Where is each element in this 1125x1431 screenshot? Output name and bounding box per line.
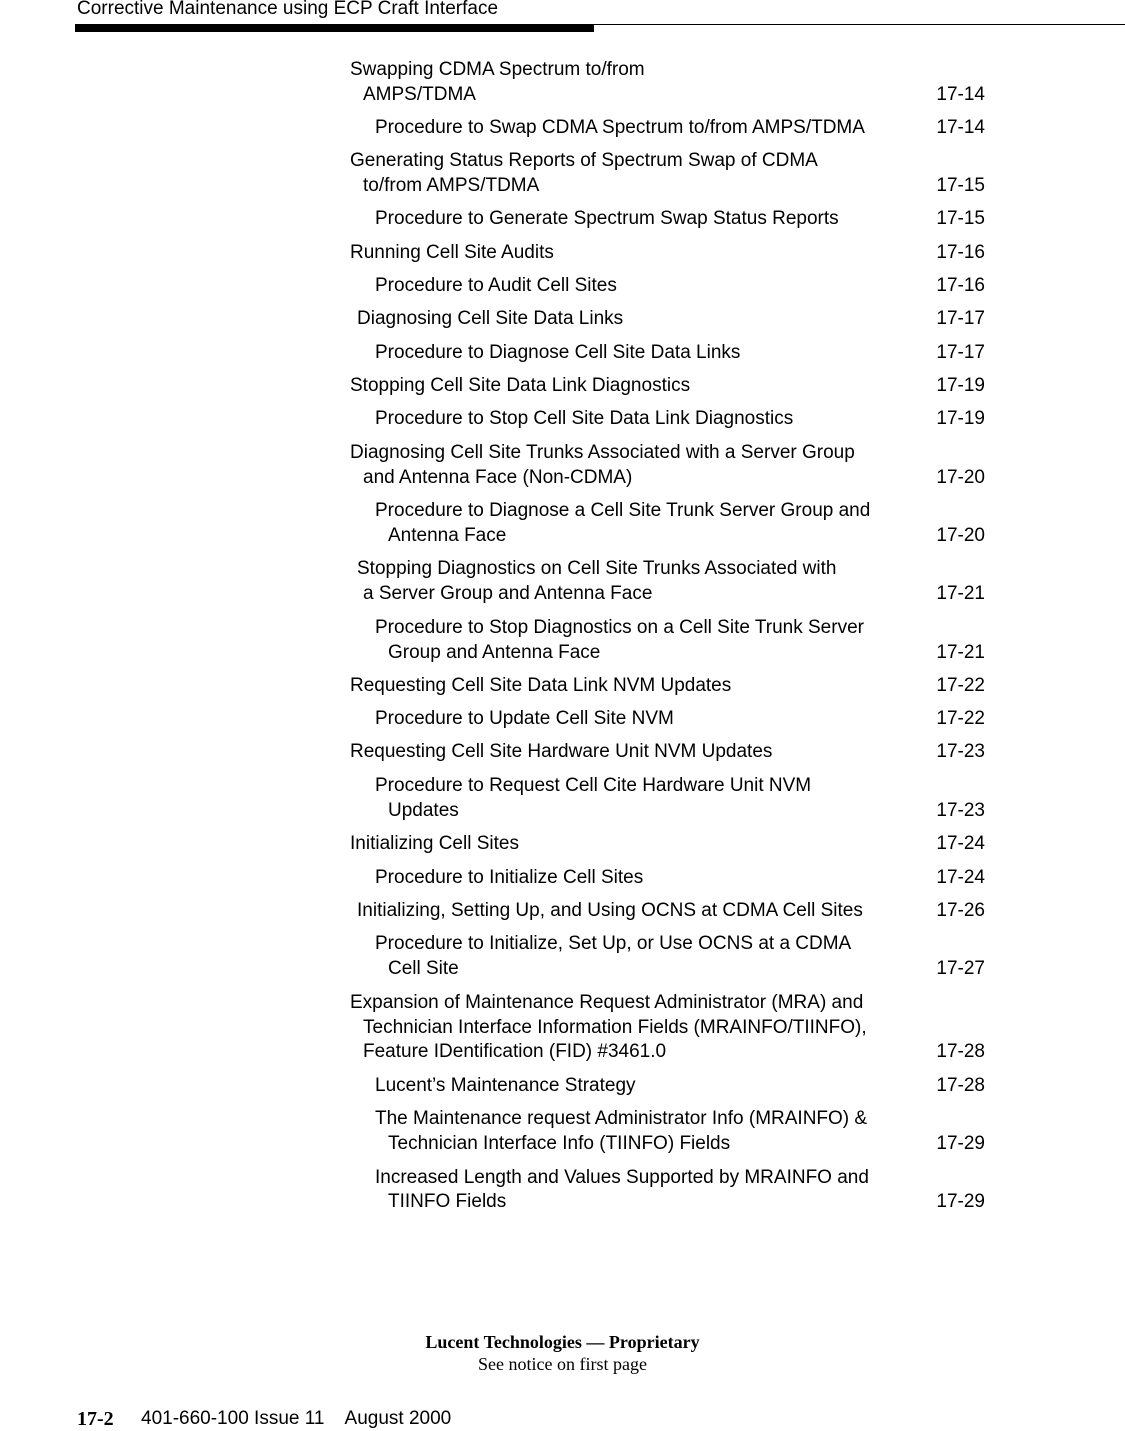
toc-entry-line: Increased Length and Values Supported by MRAINFO and: [375, 1167, 869, 1188]
toc-entry-line: Requesting Cell Site Data Link NVM Updates: [350, 675, 732, 696]
footer-company-proprietary: Lucent Technologies — Proprietary: [425, 1332, 700, 1352]
toc-page-number: 17-22: [936, 708, 985, 729]
toc-page-number: 17-28: [936, 1041, 985, 1062]
toc-entry-line: Technician Interface Information Fields (MRAINFO/TIINFO),: [363, 1017, 867, 1038]
toc-page-number: 17-16: [936, 275, 985, 296]
toc-entry-line: Procedure to Initialize Cell Sites: [375, 867, 644, 888]
toc-page-number: 17-21: [936, 642, 985, 663]
footer-page-number: 17-2: [77, 1408, 114, 1430]
toc-entry-line: Diagnosing Cell Site Data Links: [357, 308, 624, 329]
toc-entry-line: Stopping Diagnostics on Cell Site Trunks Associated with: [357, 558, 837, 579]
toc-entry-line: Swapping CDMA Spectrum to/from: [350, 59, 645, 80]
toc-page-number: 17-24: [936, 867, 985, 888]
toc-page-number: 17-16: [936, 242, 985, 263]
toc-entry-line: Procedure to Request Cell Cite Hardware Unit NVM: [375, 775, 812, 796]
toc-page-number: 17-19: [936, 408, 985, 429]
toc-entry-line: a Server Group and Antenna Face: [363, 583, 653, 604]
toc-entry-line: Generating Status Reports of Spectrum Swap of CDMA: [350, 150, 818, 171]
toc-page-number: 17-27: [936, 958, 985, 979]
toc-entry-line: Procedure to Generate Spectrum Swap Status Reports: [375, 208, 839, 229]
toc-entry-line: Initializing, Setting Up, and Using OCNS at CDMA Cell Sites: [357, 900, 863, 921]
toc-entry-line: Running Cell Site Audits: [350, 242, 554, 263]
toc-entry-line: Initializing Cell Sites: [350, 833, 519, 854]
toc-entry-line: and Antenna Face (Non-CDMA): [363, 467, 633, 488]
toc-page-number: 17-19: [936, 375, 985, 396]
toc-entry-line: AMPS/TDMA: [363, 84, 476, 105]
toc-entry-line: Cell Site: [388, 958, 459, 979]
toc-page-number: 17-17: [936, 342, 985, 363]
toc-entry-line: Group and Antenna Face: [388, 642, 601, 663]
toc-entry-line: Antenna Face: [388, 525, 507, 546]
toc-page-number: 17-15: [936, 208, 985, 229]
toc-entry-line: Procedure to Swap CDMA Spectrum to/from AMPS/TDMA: [375, 117, 865, 138]
toc-entry-line: Technician Interface Info (TIINFO) Fields: [388, 1133, 731, 1154]
toc-entry-line: Updates: [388, 800, 459, 821]
toc-page-number: 17-17: [936, 308, 985, 329]
toc-entry-line: to/from AMPS/TDMA: [363, 175, 540, 196]
footer-notice: See notice on first page: [478, 1354, 647, 1374]
toc-page-number: 17-20: [936, 525, 985, 546]
toc-entry-line: Lucent’s Maintenance Strategy: [375, 1075, 636, 1096]
toc-entry-line: Procedure to Stop Diagnostics on a Cell Site Trunk Server: [375, 617, 864, 638]
toc-entry-line: Procedure to Update Cell Site NVM: [375, 708, 674, 729]
footer-document-info: 401-660-100 Issue 11 August 2000: [141, 1408, 452, 1429]
toc-entry-line: Procedure to Stop Cell Site Data Link Diagnostics: [375, 408, 794, 429]
toc-page-number: 17-28: [936, 1075, 985, 1096]
header-rule-bar: [75, 25, 594, 32]
toc-entry-line: Requesting Cell Site Hardware Unit NVM Updates: [350, 741, 773, 762]
toc-entry-line: Procedure to Initialize, Set Up, or Use OCNS at a CDMA: [375, 933, 852, 954]
toc-page-number: 17-22: [936, 675, 985, 696]
toc-entry-line: Stopping Cell Site Data Link Diagnostics: [350, 375, 691, 396]
toc-page-number: 17-21: [936, 583, 985, 604]
toc-page-number: 17-23: [936, 741, 985, 762]
toc-page-number: 17-26: [936, 900, 985, 921]
toc-page-number: 17-24: [936, 833, 985, 854]
running-header-title: Corrective Maintenance using ECP Craft Interface: [77, 0, 499, 19]
toc-page-number: 17-14: [936, 117, 985, 138]
toc-entry-line: Procedure to Diagnose a Cell Site Trunk Server Group and: [375, 500, 871, 521]
toc-page-number: 17-15: [936, 175, 985, 196]
toc-page-number: 17-14: [936, 84, 985, 105]
toc-page-number: 17-23: [936, 800, 985, 821]
toc-page-number: 17-20: [936, 467, 985, 488]
toc-entry-line: The Maintenance request Administrator Info (MRAINFO) &: [375, 1108, 868, 1129]
toc-page-number: 17-29: [936, 1191, 985, 1212]
toc-entry-line: Feature IDentification (FID) #3461.0: [363, 1041, 667, 1062]
toc-page-number: 17-29: [936, 1133, 985, 1154]
toc-entry-line: Diagnosing Cell Site Trunks Associated with a Server Group: [350, 442, 855, 463]
toc-entry-line: Expansion of Maintenance Request Administrator (MRA) and: [350, 992, 864, 1013]
toc-entry-line: Procedure to Audit Cell Sites: [375, 275, 617, 296]
toc-entry-line: Procedure to Diagnose Cell Site Data Links: [375, 342, 741, 363]
toc-entry-line: TIINFO Fields: [388, 1191, 507, 1212]
